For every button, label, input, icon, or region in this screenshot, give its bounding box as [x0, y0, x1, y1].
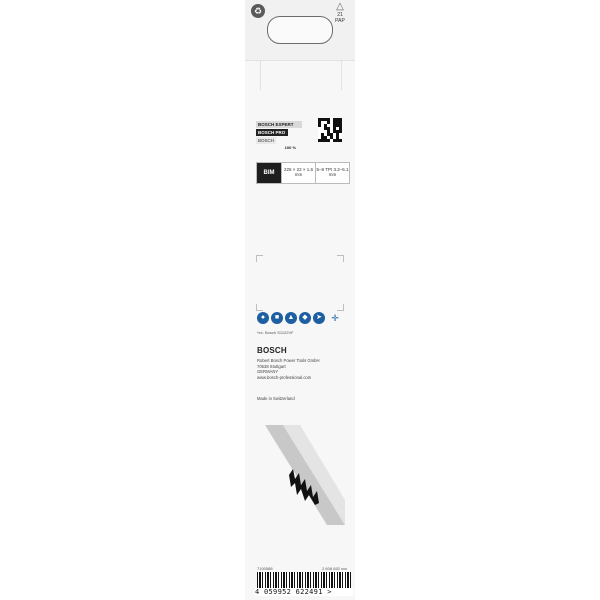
- metal-icon: ▲: [285, 312, 297, 324]
- blade-package: [245, 0, 355, 600]
- line-bosch-pro: BOSCH PRO: [256, 129, 288, 136]
- blade-icon: ●: [257, 312, 269, 324]
- compatibility-note: *ex. Bosch S1122VF: [257, 330, 294, 335]
- pap-number: 21: [337, 12, 343, 18]
- hanger-flap: [260, 60, 342, 90]
- blade-illustration: [245, 415, 355, 525]
- hang-slot: [267, 16, 333, 44]
- pap-label: PAP: [335, 18, 345, 24]
- window-corner: [256, 255, 263, 262]
- dimensions-cell: 225 × 22 × 1.6 mm: [281, 163, 315, 183]
- teeth-cell: 5–8 TPI 3.2–5.1 mm: [315, 163, 349, 183]
- application-icons: [257, 312, 347, 326]
- recycle-icon: ♻: [251, 4, 265, 18]
- address-line: GERMANY: [257, 369, 279, 374]
- manufacturer-address: [257, 358, 320, 380]
- blade-image: [245, 415, 355, 525]
- product-window: [256, 255, 344, 311]
- brand-logo: BOSCH: [257, 346, 287, 355]
- made-in-label: Made in Switzerland: [257, 396, 295, 401]
- window-corner: [256, 304, 263, 311]
- address-line: www.bosch-professional.com: [257, 374, 312, 380]
- product-codes: [257, 566, 347, 571]
- qr-module: [339, 139, 342, 142]
- saw-icon: ✛: [331, 313, 339, 323]
- recycle-triangle-icon: △: [336, 1, 344, 12]
- material-label: BIM: [257, 163, 281, 183]
- hanger-tab: [245, 0, 355, 61]
- product-line-bars: [256, 121, 304, 151]
- pap-recycling-code: [331, 2, 349, 24]
- window-corner: [337, 304, 344, 311]
- line-bosch-expert: BOSCH EXPERT: [256, 121, 302, 128]
- address-line: 70538 Stuttgart: [257, 363, 286, 369]
- percent-label: 100 %: [284, 145, 296, 150]
- address-line: Robert Bosch Power Tools GmbH: [257, 358, 320, 363]
- wood-icon: ■: [271, 312, 283, 324]
- spec-table: [256, 162, 350, 184]
- line-bosch: BOSCH: [258, 138, 275, 143]
- plastic-icon: ◆: [299, 312, 311, 324]
- barcode-number: 4 059952 622491 >: [255, 588, 353, 596]
- window-corner: [337, 255, 344, 262]
- speed-icon: ➤: [313, 312, 325, 324]
- qr-code: [318, 118, 342, 142]
- code-right: 2 608 652 xxx: [322, 566, 347, 571]
- code-left: 7100588: [257, 566, 273, 571]
